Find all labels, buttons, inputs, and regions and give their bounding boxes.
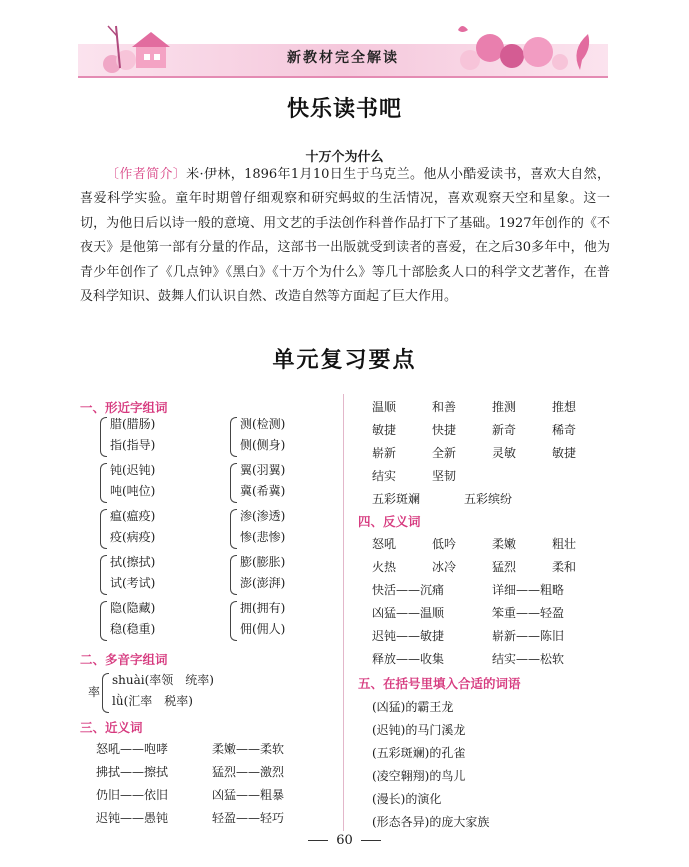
char-word: 惨(悲惨) [240,530,286,544]
brace [100,509,107,549]
antonym: 笨重——轻盈 [492,606,565,620]
char-word: 疫(病疫) [110,530,156,544]
char-word: 吨(吨位) [110,484,156,498]
section-title: 单元复习要点 [272,347,417,373]
heading-fill-in: 五、在括号里填入合适的词语 [358,676,521,691]
char-pair [100,414,155,456]
antonym: 冰冷 [432,560,457,574]
polyphone-char: 率 [88,685,101,699]
fill-in-item: (漫长)的演化 [372,792,442,806]
char-word: 腊(腊肠) [110,417,156,431]
brace [100,555,107,595]
char-word: 拥(拥有) [240,601,286,615]
char-pair [230,414,285,456]
char-word: 隐(隐藏) [110,601,156,615]
header-banner [78,18,608,76]
word: 五彩缤纷 [464,492,513,506]
char-word: 指(指导) [110,438,156,452]
antonym: 崭新——陈旧 [492,629,565,643]
synonym-pair: 凶猛——粗暴 [212,788,285,802]
char-word: 冀(希冀) [240,484,286,498]
antonym: 低吟 [432,537,457,551]
polyphone-reading: lǜ(汇率 税率) [112,694,193,708]
footer-dash [308,840,328,841]
heading-similar-chars: 一、形近字组词 [80,400,168,415]
footer-dash [361,840,381,841]
word: 敏捷 [552,446,577,460]
heading-antonyms: 四、反义词 [358,514,421,529]
word: 坚韧 [432,469,457,483]
antonym: 释放——收集 [372,652,445,666]
char-word: 稳(稳重) [110,622,156,636]
char-word: 试(考试) [110,576,156,590]
page-footer [0,833,689,848]
synonym-row [96,740,328,757]
word: 推测 [492,400,517,414]
synonym-pair: 迟钝——愚钝 [96,811,169,825]
antonym: 柔嫩 [492,537,517,551]
word: 快捷 [432,423,457,437]
word: 结实 [372,469,397,483]
char-word: 澎(澎湃) [240,576,286,590]
heading-synonyms: 三、近义词 [80,720,143,735]
word: 和善 [432,400,457,414]
book-subtitle: 十万个为什么 [305,150,384,165]
brace [102,673,109,713]
antonym: 详细——粗略 [492,583,565,597]
char-word: 拭(擦拭) [110,555,156,569]
page-number: 60 [336,833,353,848]
char-pair [100,598,155,640]
word: 全新 [432,446,457,460]
antonym: 粗壮 [552,537,577,551]
antonym: 柔和 [552,560,577,574]
page-title: 快乐读书吧 [286,96,402,122]
char-word: 膨(膨胀) [240,555,286,569]
antonym-row [372,558,612,575]
char-word: 渗(渗透) [240,509,286,523]
intro-tag: 〔作者简介〕 [106,167,187,182]
char-pair [230,552,285,594]
char-word: 佣(佣人) [240,622,286,636]
word-row [372,467,612,484]
synonym-pair: 猛烈——激烈 [212,765,285,779]
antonym-row [372,581,612,598]
word-row [372,398,612,415]
char-pair [100,506,155,548]
antonym-row [372,604,612,621]
polyphone-group [88,670,214,712]
fill-in-item: (凌空翱翔)的鸟儿 [372,769,466,783]
word: 稀奇 [552,423,577,437]
synonym-row [96,763,328,780]
brace [230,601,237,641]
char-word: 侧(侧身) [240,438,286,452]
brace [230,417,237,457]
word: 崭新 [372,446,397,460]
brace [100,601,107,641]
synonym-pair: 柔嫩——柔软 [212,742,285,756]
antonym: 怒吼 [372,537,397,551]
heading-polyphones: 二、多音字组词 [80,652,168,667]
word: 新奇 [492,423,517,437]
fill-in-item: (凶猛)的霸王龙 [372,700,454,714]
antonym-row [372,627,612,644]
brace [230,555,237,595]
antonym-row [372,650,612,667]
antonym-row [372,535,612,552]
antonym: 凶猛——温顺 [372,606,445,620]
word-row [372,444,612,461]
header-title: 新教材完全解读 [287,50,399,66]
column-divider [343,394,344,831]
char-word: 翼(羽翼) [240,463,286,477]
synonym-pair: 拂拭——擦拭 [96,765,169,779]
char-pair [230,460,285,502]
fill-in-item: (形态各异)的庞大家族 [372,815,490,829]
word: 五彩斑斓 [372,492,421,506]
char-word: 测(检测) [240,417,286,431]
char-pair [230,506,285,548]
synonym-pair: 轻盈——轻巧 [212,811,285,825]
antonym: 猛烈 [492,560,517,574]
fill-in-item: (迟钝)的马门溪龙 [372,723,466,737]
word-row [372,490,556,507]
word: 敏捷 [372,423,397,437]
polyphone-reading: shuài(率领 统率) [112,673,214,687]
char-word: 钝(迟钝) [110,463,156,477]
synonym-pair: 怒吼——咆哮 [96,742,169,756]
word: 推想 [552,400,577,414]
synonym-pair: 仍旧——依旧 [96,788,169,802]
brace [230,463,237,503]
word: 灵敏 [492,446,517,460]
char-pair [100,552,155,594]
word: 温顺 [372,400,397,414]
intro-text: 米·伊林，1896年1月10日生于乌克兰。他从小酷爱读书，喜欢大自然，喜爱科学实验。童年时期曾仔细观察和研究蚂蚁的生活情况，喜欢观察天空和星象。这一切，为他日后以诗一般的意境、用文艺的手法创作科普作品打下了基础。1927年创作的《不夜天》是他第一部有分量的作品，这部书一出版就受到读者的喜爱，在之后30多年中，他为青少年创作了《几点钟》《黑白》《十万个为什么》等几十部脍炙人口的科学文艺著作，在普及科学知识、鼓舞人们认识自然、改造自然等方面起了巨大作用。 [80,167,610,305]
word-row [372,421,612,438]
author-intro [80,163,610,309]
fill-in-item: (五彩斑斓)的孔雀 [372,746,466,760]
brace [230,509,237,549]
antonym: 结实——松软 [492,652,565,666]
char-pair [100,460,155,502]
char-word: 瘟(瘟疫) [110,509,156,523]
synonym-row [96,809,328,826]
brace [100,417,107,457]
antonym: 快活——沉痛 [372,583,445,597]
antonym: 迟钝——敏捷 [372,629,445,643]
char-pair [230,598,285,640]
synonym-row [96,786,328,803]
antonym: 火热 [372,560,397,574]
brace [100,463,107,503]
